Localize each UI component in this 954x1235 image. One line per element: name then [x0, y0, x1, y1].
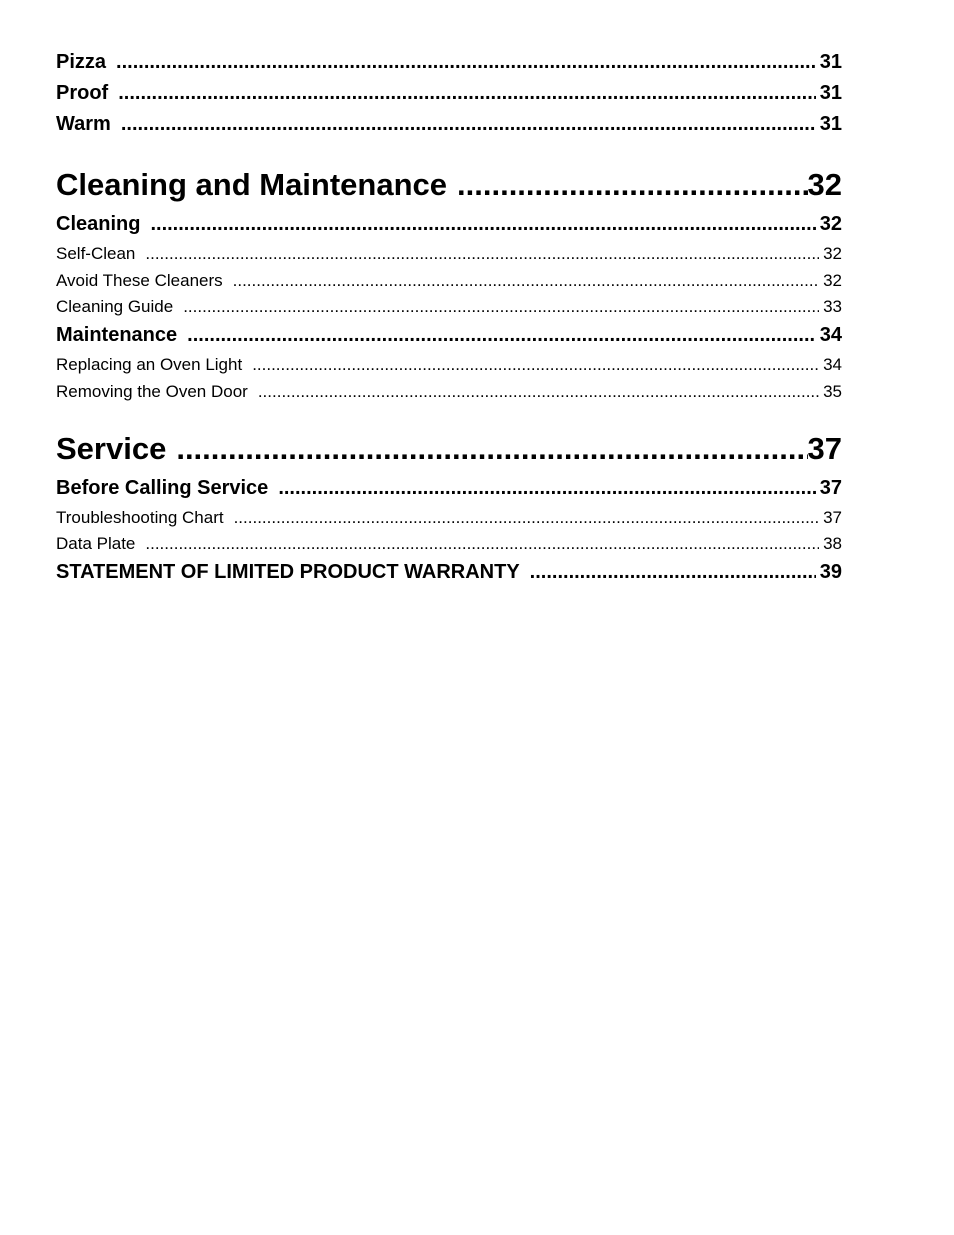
toc-entry-title: Replacing an Oven Light [56, 355, 243, 374]
toc-entry-proof[interactable] [56, 81, 842, 105]
toc-chapter-page: 37 [807, 431, 842, 466]
toc-entry-data-plate[interactable] [56, 534, 842, 554]
toc-entry-title: Self-Clean [56, 244, 136, 263]
toc-entry-warm[interactable] [56, 112, 842, 136]
toc-entry-page: 32 [823, 244, 842, 263]
toc-entry-page: 32 [823, 271, 842, 290]
dot-leader [145, 244, 819, 264]
toc-entry-page: 38 [823, 534, 842, 553]
toc-entry-page: 31 [819, 82, 842, 104]
toc-section-warranty[interactable] [56, 560, 842, 584]
toc-chapter-title: Cleaning and Maintenance [56, 167, 448, 202]
toc-entry-title: Warm [56, 113, 111, 135]
toc-entry-page: 31 [819, 113, 842, 135]
dot-leader [187, 323, 816, 347]
toc-entry-avoid-cleaners[interactable] [56, 271, 842, 291]
toc-entry-title: Cleaning Guide [56, 297, 174, 316]
toc-entry-page: 35 [823, 382, 842, 401]
dot-leader [278, 476, 815, 500]
dot-leader [234, 508, 820, 528]
toc-entry-page: 31 [819, 51, 842, 73]
toc-chapter-title: Service [56, 431, 167, 466]
toc-entry-oven-door[interactable] [56, 382, 842, 402]
toc-section-title: Before Calling Service [56, 477, 269, 499]
dot-leader [145, 534, 819, 554]
toc-entry-title: Data Plate [56, 534, 136, 553]
toc-chapter-service[interactable] [56, 431, 842, 467]
toc-entry-troubleshooting[interactable] [56, 508, 842, 528]
toc-entry-title: Pizza [56, 51, 107, 73]
dot-leader [252, 355, 819, 375]
toc-section-page: 34 [819, 324, 842, 346]
dot-leader [233, 271, 819, 291]
toc-section-cleaning[interactable] [56, 212, 842, 236]
dot-leader [150, 212, 815, 236]
toc-chapter-cleaning-maintenance[interactable] [56, 167, 842, 203]
toc-entry-title: Troubleshooting Chart [56, 508, 224, 527]
dot-leader [118, 81, 816, 105]
dot-leader [530, 560, 816, 584]
toc-section-page: 37 [819, 477, 842, 499]
toc-entry-page: 37 [823, 508, 842, 527]
toc-section-maintenance[interactable] [56, 323, 842, 347]
toc-entry-title: Proof [56, 82, 109, 104]
toc-section-title: Maintenance [56, 324, 178, 346]
toc-chapter-page: 32 [807, 167, 842, 202]
dot-leader [176, 431, 807, 467]
toc-section-page: 32 [819, 213, 842, 235]
toc-entry-self-clean[interactable] [56, 244, 842, 264]
toc-entry-pizza[interactable] [56, 50, 842, 74]
dot-leader [258, 382, 819, 402]
toc-entry-page: 33 [823, 297, 842, 316]
dot-leader [183, 297, 819, 317]
toc-section-before-calling[interactable] [56, 476, 842, 500]
dot-leader [116, 50, 816, 74]
toc-section-title: STATEMENT OF LIMITED PRODUCT WARRANTY [56, 561, 520, 583]
toc-entry-cleaning-guide[interactable] [56, 297, 842, 317]
toc-section-page: 39 [819, 561, 842, 583]
toc-entry-title: Avoid These Cleaners [56, 271, 223, 290]
toc-section-title: Cleaning [56, 213, 141, 235]
toc-entry-oven-light[interactable] [56, 355, 842, 375]
toc-entry-title: Removing the Oven Door [56, 382, 248, 401]
dot-leader [121, 112, 816, 136]
dot-leader [457, 167, 808, 203]
toc-entry-page: 34 [823, 355, 842, 374]
